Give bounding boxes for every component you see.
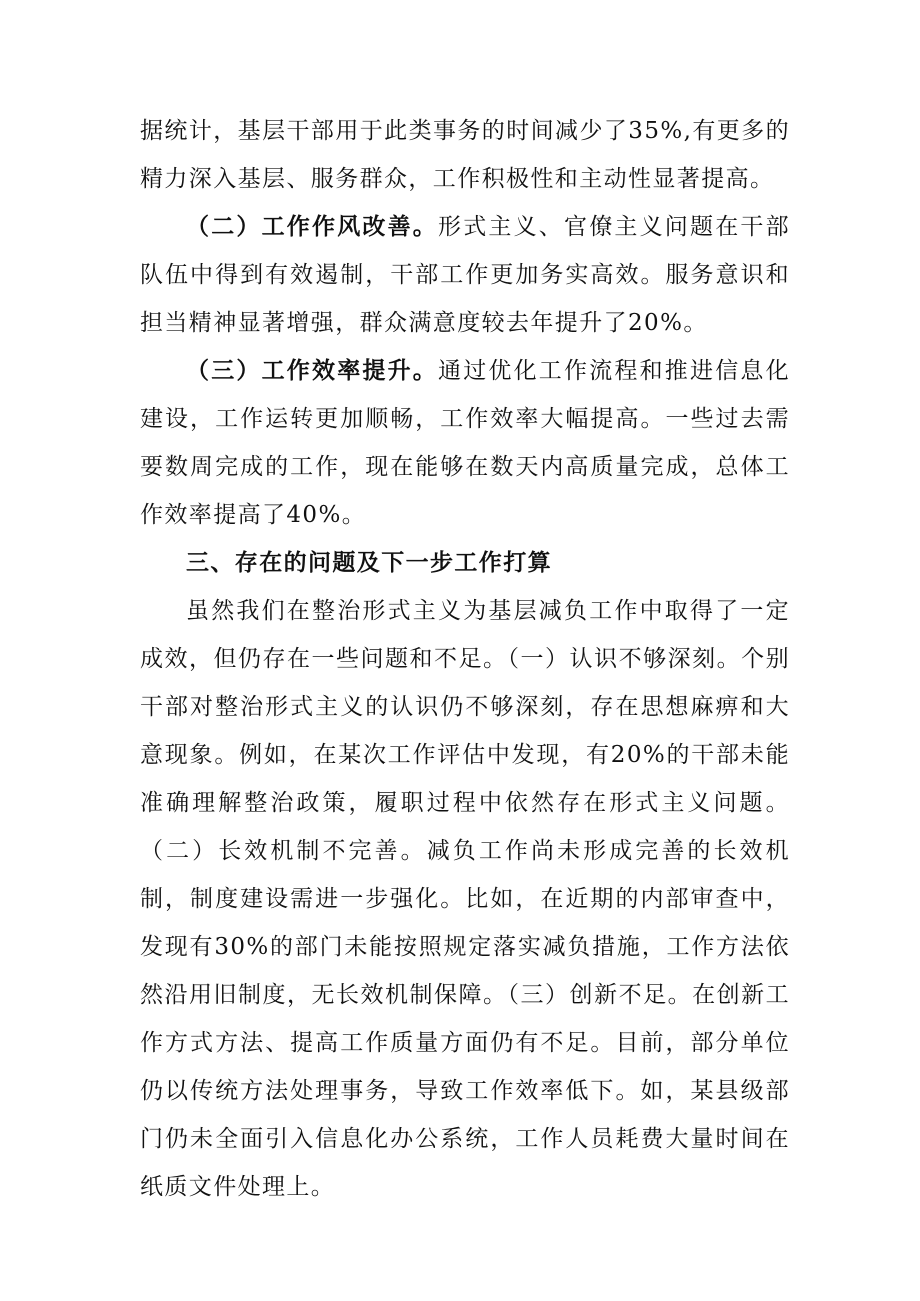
paragraph-text: 形式主义、官僚主义问题在干部队伍中得到有效遏制，干部工作更加务实高效。服务意识和担当精神显著增强，群众满意度较去年提升了20%。 <box>140 214 790 336</box>
paragraph-text: 通过优化工作流程和推进信息化建设，工作运转更加顺畅，工作效率大幅提高。一些过去需要数周完成的工作，现在能够在数天内高质量完成，总体工作效率提高了40%。 <box>140 358 790 528</box>
section-heading: 三、存在的问题及下一步工作打算 <box>186 550 552 576</box>
paragraph-lead: （三）工作效率提升。 <box>186 358 438 384</box>
paragraph-efficiency <box>140 347 790 539</box>
paragraph-problems: 虽然我们在整治形式主义为基层减负工作中取得了一定成效，但仍存在一些问题和不足。（一）认识不够深刻。个别干部对整治形式主义的认识仍不够深刻，存在思想麻痹和大意现象。例如，在某次工作评估中发现，有20%的干部未能准确理解整治政策，履职过程中依然存在形式主义问题。（二）长效机制不完善。减负工作尚未形成完善的长效机制，制度建设需进一步强化。比如，在近期的内部审查中，发现有30%的部门未能按照规定落实减负措施，工作方法依然沿用旧制度，无长效机制保障。（三）创新不足。在创新工作方式方法、提高工作质量方面仍有不足。目前，部分单位仍以传统方法处理事务，导致工作效率低下。如，某县级部门仍未全面引入信息化办公系统，工作人员耗费大量时间在纸质文件处理上。 <box>140 598 790 1200</box>
document-body <box>140 107 790 1211</box>
paragraph-lead: （二）工作作风改善。 <box>186 214 438 240</box>
paragraph-work-style <box>140 203 790 347</box>
paragraph-continuation <box>140 107 790 203</box>
paragraph-text: 据统计，基层干部用于此类事务的时间减少了35%,有更多的精力深入基层、服务群众，工作积极性和主动性显著提高。 <box>140 118 790 192</box>
